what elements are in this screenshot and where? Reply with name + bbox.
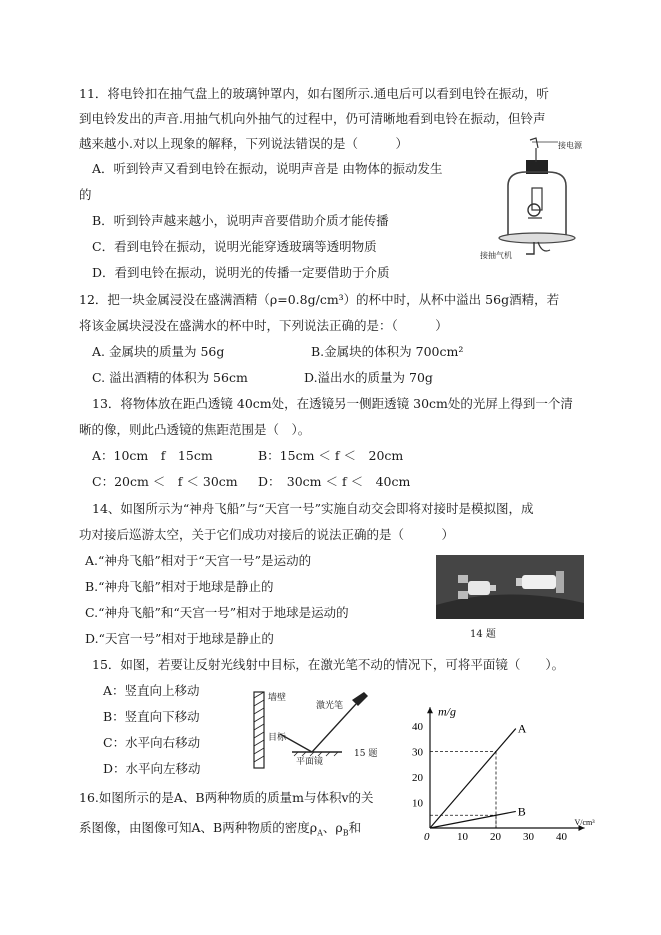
x-tick-label: 40 [556, 831, 567, 843]
q16-text-post: 和 [348, 820, 362, 835]
q11-stem-line1: 11．将电铃扣在抽气盘上的玻璃钟罩内，如右图所示.通电后可以看到电铃在振动，听 [79, 86, 549, 101]
q13-option-d: D： 30cm ＜ f ＜ 40cm [258, 474, 411, 489]
x-tick-label: 20 [490, 831, 501, 843]
q13-stem-line2: 晰的像，则此凸透镜的焦距范围是（ ）。 [79, 422, 311, 437]
series-extension-a [496, 729, 516, 752]
q12-option-b: B.金属块的体积为 700cm² [311, 344, 464, 359]
q14-option-a: A.“神舟飞船”相对于“天宫一号”是运动的 [85, 553, 312, 568]
q14-option-b: B.“神舟飞船”相对于地球是静止的 [85, 579, 274, 594]
q12-stem-line1: 12．把一块金属浸没在盛满酒精（ρ=0.8g/cm³）的杯中时，从杯中溢出 56g酒精，若 [79, 292, 560, 307]
mass-volume-chart [396, 702, 595, 843]
q12-option-a: A. 金属块的质量为 56g [92, 344, 225, 359]
q11-option-a-cont: 的 [79, 187, 92, 202]
q11-option-b: B．听到铃声越来越小，说明声音要借助介质才能传播 [92, 213, 389, 228]
q14-figure-caption: 14 题 [470, 629, 496, 640]
q11-option-a: A．听到铃声又看到电铃在振动，说明声音是 由物体的振动发生 [92, 161, 443, 176]
label-mirror: 平面镜 [296, 757, 324, 767]
q15-option-a: A：竖直向上移动 [103, 683, 200, 698]
fig-label-pump: 接抽气机 [480, 251, 512, 260]
q11-stem-line2: 到电铃发出的声音.用抽气机向外抽气的过程中，仍可清晰地看到电铃在振动，但铃声 [79, 111, 546, 126]
q13-option-c: C：20cm ＜ f ＜ 30cm [92, 474, 238, 489]
q13-option-b: B：15cm ＜ f ＜ 20cm [258, 448, 404, 463]
x-axis-label: V/cm³ [574, 818, 595, 827]
label-laser: 激光笔 [316, 701, 344, 711]
y-tick-label: 40 [412, 721, 423, 733]
q12-option-d: D.溢出水的质量为 70g [304, 370, 433, 385]
q14-stem-line1: 14、如图所示为“神舟飞船”与“天宫一号”实施自动交会即将对接时是模拟图，成 [92, 501, 534, 516]
q16-stem-line2 [79, 820, 361, 842]
q16-sub-a: A [317, 828, 323, 838]
q11-stem-line3: 越来越小.对以上现象的解释，下列说法错误的是（ ） [79, 136, 408, 151]
q16-sub-b: B [342, 828, 349, 838]
q15-option-b: B：竖直向下移动 [103, 709, 200, 724]
spacecraft-docking-photo [436, 555, 584, 619]
q16-text-pre: 系图像，由图像可知A、B两种物质的密度ρ [79, 820, 318, 835]
q12-stem-line2: 将该金属块浸没在盛满水的杯中时，下列说法正确的是：（ ） [79, 318, 448, 333]
q15-stem-line1: 15．如图，若要让反射光线射中目标，在激光笔不动的情况下，可将平面镜（ ）。 [92, 657, 565, 672]
q16-text-mid: 、ρ [322, 820, 343, 835]
series-label-b: B [517, 804, 526, 819]
reflection-figure [252, 690, 382, 770]
x-tick-label: 30 [523, 831, 534, 843]
bell-jar-figure [478, 136, 590, 266]
q13-option-a: A：10cm f 15cm [92, 448, 213, 463]
q11-option-c: C．看到电铃在振动，说明光能穿透玻璃等透明物质 [92, 239, 377, 254]
q14-stem-line2: 功对接后巡游太空，关于它们成功对接后的说法正确的是（ ） [79, 527, 455, 542]
series-line-a [430, 752, 496, 829]
q11-option-d: D．看到电铃在振动，说明光的传播一定要借助于介质 [92, 265, 390, 280]
q16-stem-line1: 16.如图所示的是A、B两种物质的质量m与体积v的关 [79, 790, 374, 805]
x-tick-label: 0 [424, 831, 430, 843]
label-wall: 墙壁 [268, 693, 287, 703]
q13-stem-line1: 13．将物体放在距凸透镜 40cm处，在透镜另一侧距透镜 30cm处的光屏上得到一个清 [92, 396, 573, 411]
q14-option-c: C.“神舟飞船”和“天宫一号”相对于地球是运动的 [85, 605, 349, 620]
y-axis-arrow [427, 707, 433, 713]
x-tick-label: 10 [457, 831, 468, 843]
label-target: 目标 [268, 733, 287, 743]
mass-volume-chart-svg [396, 702, 595, 843]
y-tick-label: 30 [412, 746, 423, 759]
series-extension-b [496, 811, 516, 815]
q15-option-d: D：水平向左移动 [103, 761, 201, 776]
q12-option-c: C. 溢出酒精的体积为 56cm [92, 370, 248, 385]
q14-option-d: D.“天宫一号”相对于地球是静止的 [85, 631, 274, 646]
q15-option-c: C：水平向右移动 [103, 735, 201, 750]
fig-label-power: 接电源 [558, 141, 582, 150]
series-label-a: A [517, 721, 527, 736]
q15-figure-caption: 15 题 [354, 749, 378, 759]
y-axis-label: m/g [438, 704, 456, 719]
y-tick-label: 20 [412, 772, 423, 784]
y-tick-label: 10 [412, 797, 423, 810]
